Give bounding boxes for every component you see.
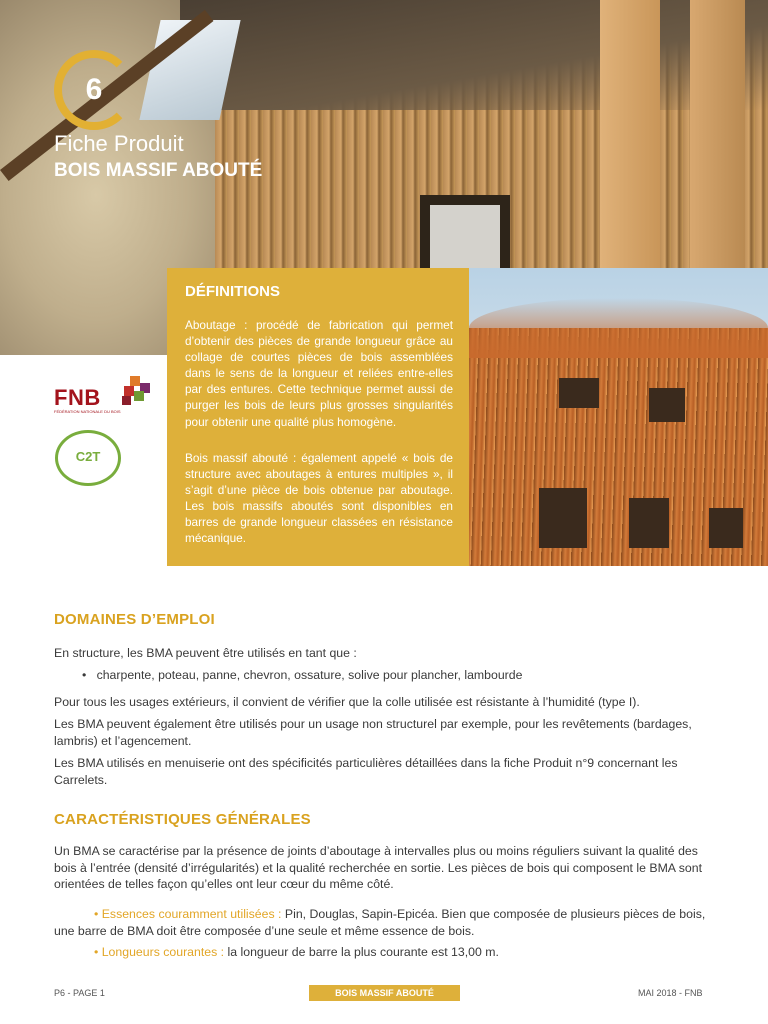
item-label: • Essences couramment utilisées : bbox=[94, 907, 282, 921]
building-photo bbox=[469, 268, 768, 566]
fnb-logo-text: FNB bbox=[54, 385, 101, 410]
domaines-bullet bbox=[82, 667, 702, 684]
caracteristiques-longueurs bbox=[54, 944, 714, 961]
domaines-paragraph-1: Pour tous les usages extérieurs, il convient de vérifier que la colle utilisée est résistante à l’humidité (type I). bbox=[54, 695, 640, 709]
caracteristiques-paragraph: Un BMA se caractérise par la présence de joints d’aboutage à intervalles plus ou moins réguliers suivant la qualité des bois à l’entrée (densité d’irrégularités) et la qualité recherchée en sortie. Les pièces de bois qui composent le BMA sont orientées de telles façon qu’elles ont leur cœur du même côté. bbox=[54, 844, 702, 891]
fnb-logo-subtitle: FÉDÉRATION NATIONALE DU BOIS bbox=[54, 409, 121, 414]
footer-title-band: BOIS MASSIF ABOUTÉ bbox=[309, 985, 460, 1001]
domaines-intro: En structure, les BMA peuvent être utilisés en tant que : bbox=[54, 646, 357, 660]
footer-date: MAI 2018 - FNB bbox=[638, 988, 703, 998]
definitions-title: DÉFINITIONS bbox=[185, 283, 281, 300]
domaines-paragraph-2: Les BMA peuvent également être utilisés pour un usage non structurel par exemple, pour les revêtements (bardages, lambris) et l’agencement. bbox=[54, 717, 692, 748]
fnb-logo bbox=[54, 375, 154, 415]
fiche-number: 6 bbox=[85, 73, 103, 106]
definition-text: également appelé « bois de structure avec aboutages à entures multiples », il s’agit d’une pièce de bois obtenue par aboutage. Les bois massifs aboutés sont disponibles en barres de grande longueur classées en résistance mécanique. bbox=[185, 451, 453, 546]
page-title: BOIS MASSIF ABOUTÉ bbox=[54, 160, 263, 181]
c2t-logo-text: C2T bbox=[75, 449, 101, 464]
definition-bois-massif-aboute bbox=[185, 450, 453, 547]
definition-text: procédé de fabrication qui permet d’obtenir des pièces de grande longueur grâce au collage de courtes pièces de bois assemblées dans le sens de la longueur et reliées entre-elles par des entures. Cette technique permet aussi de purger les bois de leurs plus grosses singularités pour obtenir une qualité plus homogène. bbox=[185, 318, 453, 429]
bullet-text: charpente, poteau, panne, chevron, ossature, solive pour plancher, lambourde bbox=[96, 668, 523, 682]
fnb-cubes-icon bbox=[120, 375, 152, 407]
item-label: • Longueurs courantes : bbox=[94, 945, 225, 959]
domaines-paragraph-3: Les BMA utilisés en menuiserie ont des spécificités particulières détaillées dans la fiche Produit n°9 concernant les Carrelets. bbox=[54, 756, 678, 787]
definition-term: Aboutage : bbox=[185, 318, 248, 332]
footer-page-number: P6 - PAGE 1 bbox=[54, 988, 105, 998]
section-title-domaines: DOMAINES D’EMPLOI bbox=[54, 611, 215, 628]
page-subtitle: Fiche Produit bbox=[54, 131, 184, 156]
caracteristiques-essences bbox=[54, 906, 714, 939]
bullet-icon: • bbox=[82, 668, 87, 682]
definition-term: Bois massif abouté : bbox=[185, 451, 297, 465]
definition-aboutage bbox=[185, 317, 453, 430]
item-text: la longueur de barre la plus courante est 13,00 m. bbox=[224, 945, 499, 959]
item-text: Pin, Douglas, Sapin-Epicéa. Bien que composée de plusieurs pièces de bois, une barre de BMA doit être composée d’une seule et même essence de bois. bbox=[54, 907, 706, 938]
section-title-caracteristiques: CARACTÉRISTIQUES GÉNÉRALES bbox=[54, 811, 311, 828]
c2t-certification-logo bbox=[55, 430, 121, 486]
